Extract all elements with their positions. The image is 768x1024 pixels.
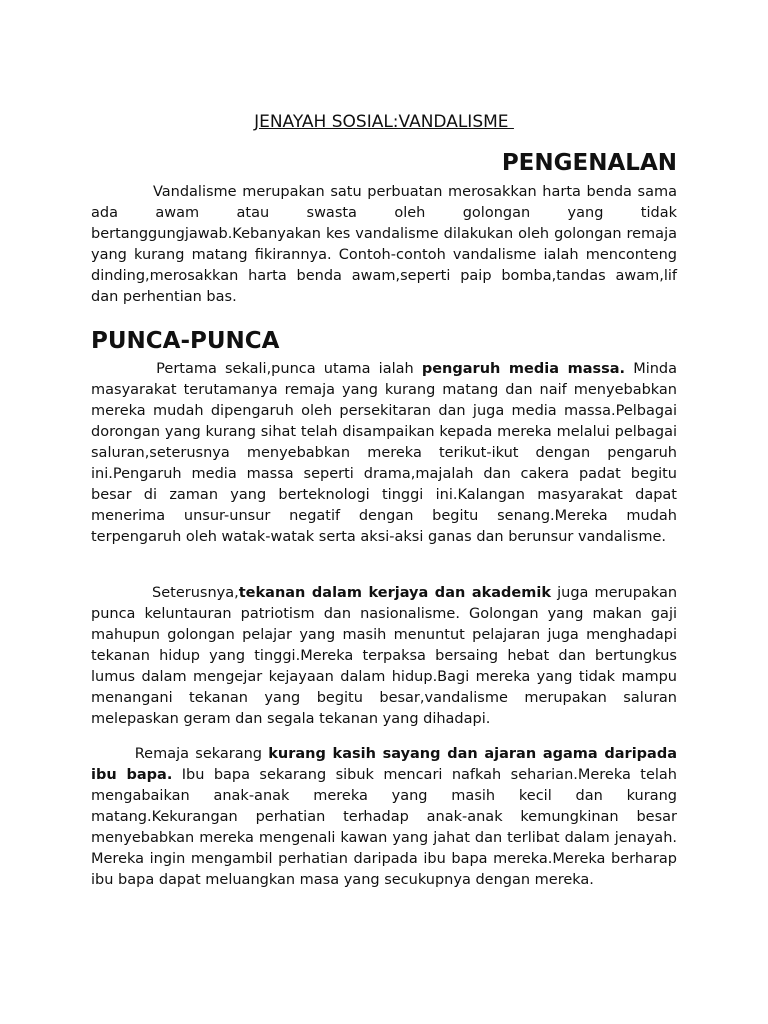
paragraph-indent: [91, 184, 153, 200]
paragraph-bold-text: kurang kasih sayang dan ajaran agama daripada ibu bapa.: [91, 746, 677, 783]
paragraph-pengenalan: [91, 182, 677, 308]
paragraph-punca-3: [91, 744, 677, 891]
paragraph-bold-text: pengaruh media massa.: [421, 361, 626, 377]
paragraph-text: Vandalisme merupakan satu perbuatan merosakkan harta benda sama ada awam atau swasta oleh golongan yang tidak bertanggungjawab.Kebanyakan kes vandalisme dilakukan oleh golongan remaja yang kurang matang fikirannya. Contoh-contoh vandalisme ialah menconteng dinding,merosakkan harta benda awam,seperti paip bomba,tandas awam,lif dan perhentian bas.: [91, 184, 678, 305]
document-title: JENAYAH SOSIAL:VANDALISME: [254, 112, 514, 132]
paragraph-text: Remaja sekarang: [134, 746, 269, 762]
paragraph-bold-text: tekanan dalam kerjaya dan akademik: [238, 585, 551, 601]
paragraph-indent: [91, 585, 152, 601]
paragraph-text: Minda masyarakat terutamanya remaja yang kurang matang dan naif menyebabkan mereka mudah dipengaruh oleh persekitaran dan juga media massa.Pelbagai dorongan yang kurang sihat telah disampaikan kepada mereka melalui pelbagai saluran,seterusnya menyebabkan mereka terikut-ikut dengan pengaruh ini.Pengaruh media massa seperti drama,majalah dan cakera padat begitu besar di zaman yang berteknologi tinggi ini.Kalangan masyarakat dapat menerima unsur-unsur negatif dengan begitu senang.Mereka mudah terpengaruh oleh watak-watak serta aksi-aksi ganas dan berunsur vandalisme.: [91, 361, 678, 545]
paragraph-text: Seterusnya,: [152, 585, 239, 601]
paragraph-text: Ibu bapa sekarang sibuk mencari nafkah seharian.Mereka telah mengabaikan anak-anak mereka yang masih kecil dan kurang matang.Kekurangan perhatian terhadap anak-anak kemungkinan besar menyebabkan mereka mengenali kawan yang jahat dan terlibat dalam jenayah. Mereka ingin mengambil perhatian daripada ibu bapa mereka.Mereka berharap ibu bapa dapat meluangkan masa yang secukupnya dengan mereka.: [91, 767, 678, 888]
section-heading-pengenalan: PENGENALAN: [501, 150, 677, 176]
paragraph-text: Pertama sekali,punca utama ialah: [156, 361, 422, 377]
section-heading-punca-punca: PUNCA-PUNCA: [91, 328, 280, 354]
paragraph-text: juga merupakan punca keluntauran patriotism dan nasionalisme. Golongan yang makan gaji mahupun golongan pelajar yang masih menuntut pelajaran juga menghadapi tekanan hidup yang tinggi.Mereka terpaksa bersaing hebat dan bertungkus lumus dalam mengejar kejayaan dalam hidup.Bagi mereka yang tidak mampu menangani tekanan yang begitu besar,vandalisme merupakan saluran melepaskan geram dan segala tekanan yang dihadapi.: [91, 585, 678, 727]
paragraph-punca-2: [91, 583, 677, 730]
paragraph-indent: [91, 361, 156, 377]
paragraph-indent: [91, 746, 135, 762]
paragraph-punca-1: [91, 359, 677, 548]
document-page: [91, 0, 677, 1024]
